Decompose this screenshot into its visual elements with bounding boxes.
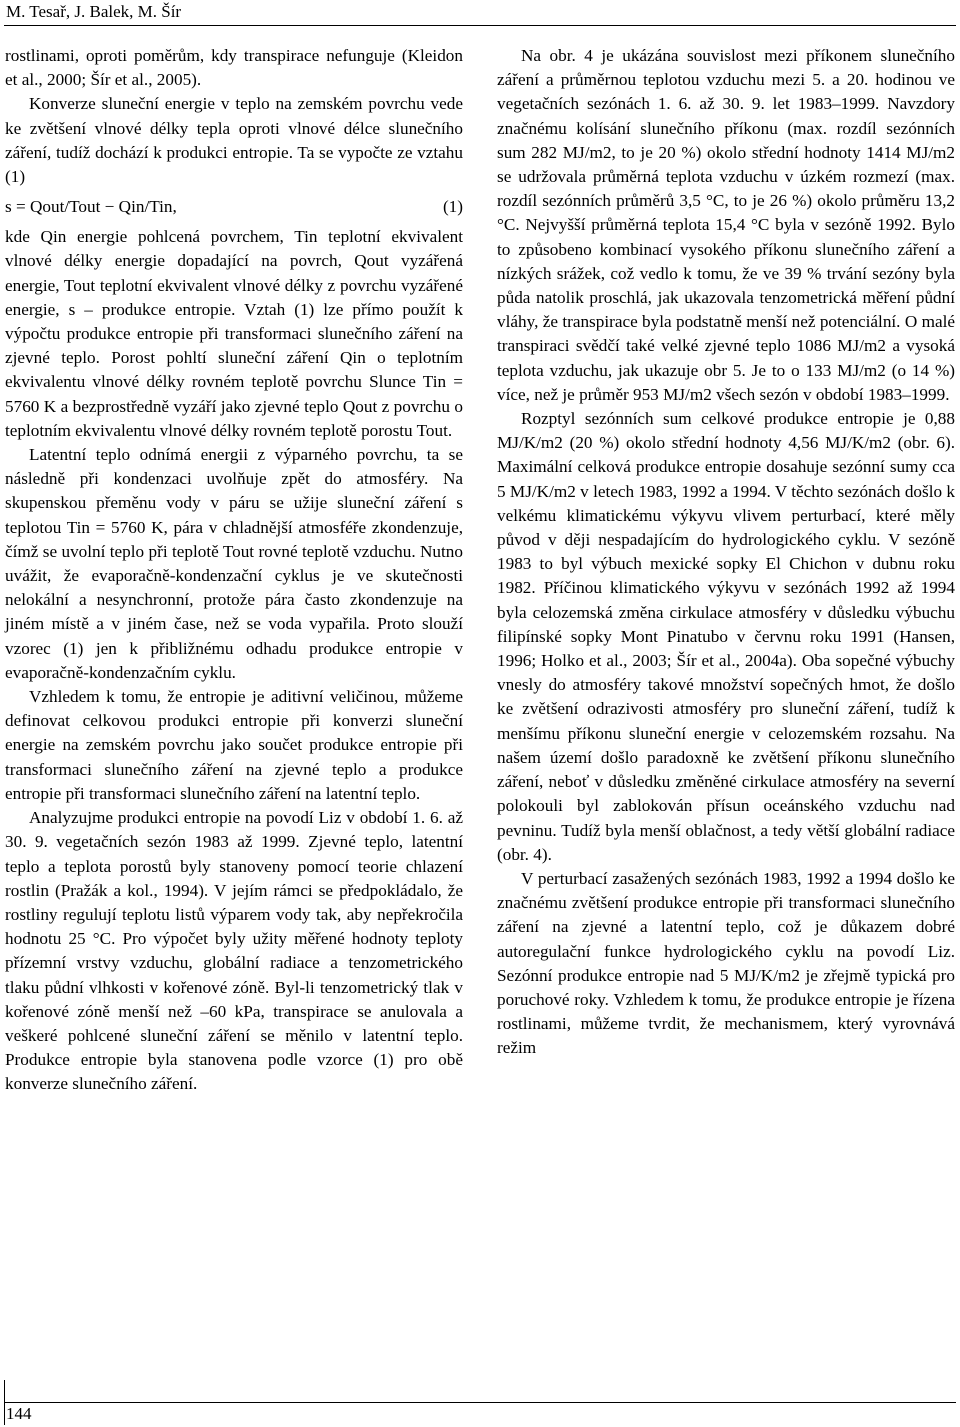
page-number: 144 <box>6 1404 32 1423</box>
paragraph: kde Qin energie pohlcená povrchem, Tin teplotní ekvivalent vlnové délky energie dopadající na povrch, Qout vyzářená energie, Tout teplotní ekvivalent vlnové délky z povrchu vyzářené energie, s – produkce entropie. Vztah (1) lze přímo použít k výpočtu produkce entropie při transformaci slunečního záření na zjevné teplo. Porost pohltí sluneční záření Qin o teplotním ekvivalentu vlnové délky rovném teplotě povrchu Slunce Tin = 5760 K a bezprostředně vyzáří jako zjevné teplo Qout z povrchu o teplotním ekvivalentu vlnové délky rovném teplotě porostu Tout. <box>5 227 463 440</box>
equation-number: (1) <box>442 197 463 217</box>
paragraph: Konverze sluneční energie v teplo na zemském povrchu vede ke zvětšení vlnové délky tepla oproti vlnové délce slunečního záření, tudíž dochází k produkci entropie. Ta se vypočte ze vztahu (1) <box>5 94 463 187</box>
equation <box>5 195 463 219</box>
right-column <box>497 44 955 1061</box>
paragraph: Rozptyl sezónních sum celkové produkce entropie je 0,88 MJ/K/m2 (20 %) okolo střední hodnoty 4,56 MJ/K/m2 (obr. 6). Maximální celková produkce entropie dosahuje sezónní sumy cca 5 MJ/K/m2 v letech 1983, 1992 a 1994. V těchto sezónách došlo k velkému klimatickému výkyvu vlivem perturbací, které měly původ v ději nespadajícím do hydrologického cyklu. V sezóně 1983 to byl výbuch mexické sopky El Chichon v dubnu roku 1982. Příčinou klimatického výkyvu v sezónách 1992 až 1994 byla celozemská změna cirkulace atmosféry v důsledku výbuchu filipínské sopky Mont Pinatubo v červnu roku 1991 (Hansen, 1996; Holko et al., 2003; Šír et al., 2004a). Oba sopečné výbuchy vnesly do atmosféry takové množství sopečných hmot, že došlo ke zvětšení odrazivosti atmosféry pro sluneční záření, tudíž k menšímu příkonu sluneční energie v celozemském rozsahu. Na našem území došlo paradoxně ke zvětšení příkonu slunečního záření, neboť v důsledku změněné cirkulace atmosféry na severní polokouli byl zablokován přísun oceánského vzduchu nad pevninu. Tudíž byla menší oblačnost, a tedy větší globální radiace (obr. 4). <box>497 409 955 864</box>
paragraph: V perturbací zasažených sezónách 1983, 1992 a 1994 došlo ke značnému zvětšení produkce entropie při transformaci slunečního záření na zjevné a latentní teplo, což je důkazem dobré autoregulační funkce hydrologického cyklu na povodí Liz. Sezónní produkce entropie nad 5 MJ/K/m2 je zřejmě typická pro poruchové roky. Vzhledem k tomu, že produkce entropie je řízena rostlinami, můžeme tvrdit, že mechanismem, který vyrovnává režim <box>497 868 955 1058</box>
paragraph: rostlinami, oproti poměrům, kdy transpirace nefunguje (Kleidon et al., 2000; Šír et al., 2005). <box>5 46 463 90</box>
footer-rule <box>4 1402 956 1403</box>
paragraph: Na obr. 4 je ukázána souvislost mezi příkonem slunečního záření a průměrnou teplotou vzduchu mezi 5. a 20. hodinou ve vegetačních sezónách 1. 6. až 30. 9. let 1983–1999. Navzdory značnému kolísání slunečního příkonu (max. rozdíl sezónních sum 282 MJ/m2, to je 20 %) okolo střední hodnoty 1414 MJ/m2 se udržovala průměrná teplota vzduchu v úzkém rozmezí (max. rozdíl sezónních průměrů 3,5 °C, to je 26 %) okolo průměru 13,2 °C. Nejvyšší průměrná teplota 15,4 °C byla v sezóně 1992. Bylo to způsobeno kombinací vysokého příkonu slunečního záření a nízkých srážek, což vedlo k tomu, že ve 39 % trvání sezóny byla půda natolik proschlá, jak ukazovala tenzometrická měření půdní vláhy, že transpirace byla podstatně menší než potenciální. O malé transpiraci svědčí také velké zjevné teplo 1086 MJ/m2 a vysoká teplota vzduchu, jak ukazuje obr 5. Je to o 133 MJ/m2 (o 14 %) více, než je průměr 953 MJ/m2 všech sezón v období 1983–1999. <box>497 46 955 404</box>
paragraph: Analyzujme produkci entropie na povodí Liz v období 1. 6. až 30. 9. vegetačních sezón 1983 až 1999. Zjevné teplo, latentní teplo a teplota porostů byly stanoveny pomocí teorie chlazení rostlin (Pražák a kol., 1994). V jejím rámci se předpokládalo, že rostliny regulují teplotu listů výparem vody tak, aby nepřekročila hodnotu 25 °C. Pro výpočet byly užity měřené hodnoty teploty přízemní vrstvy vzduchu, globální radiace a tenzometrického tlaku půdní vlhkosti v kořenové zóně. Byl-li tenzometrický tlak v kořenové zóně menší než –60 kPa, transpirace se anulovala a veškeré pohlcené sluneční záření se měnilo v latentní teplo. Produkce entropie byla stanovena podle vzorce (1) pro obě konverze slunečního záření. <box>5 808 463 1094</box>
left-column <box>5 44 463 1097</box>
running-header: M. Tesař, J. Balek, M. Šír <box>6 2 182 21</box>
equation-formula: s = Qout/Tout − Qin/Tin, <box>5 197 177 217</box>
paragraph: Vzhledem k tomu, že entropie je aditivní veličinou, můžeme definovat celkovou produkci entropie při konverzi sluneční energie na zemském povrchu jako součet produkce entropie při transformaci slunečního záření na zjevné teplo a produkce entropie při transformaci slunečního záření na latentní teplo. <box>5 687 463 803</box>
paragraph: Latentní teplo odnímá energii z výparného povrchu, ta se následně při kondenzaci uvolňuje zpět do atmosféry. Na skupenskou přeměnu vody v páru se užije sluneční záření s teplotou Tin = 5760 K, pára v chladnější atmosféře zkondenzuje, čímž se uvolní teplo při teplotě Tout rovné teplotě vzduchu. Nutno uvážit, že evaporačně-kondenzační cyklus je ve skutečnosti nelokální a nesynchronní, protože pára často zkondenzuje na jiném místě a v jiném čase, než se voda vypařila. Proto slouží vzorec (1) jen k přibližnému odhadu produkce entropie v evaporačně-kondenzačním cyklu. <box>5 445 463 682</box>
header-rule <box>4 25 956 26</box>
